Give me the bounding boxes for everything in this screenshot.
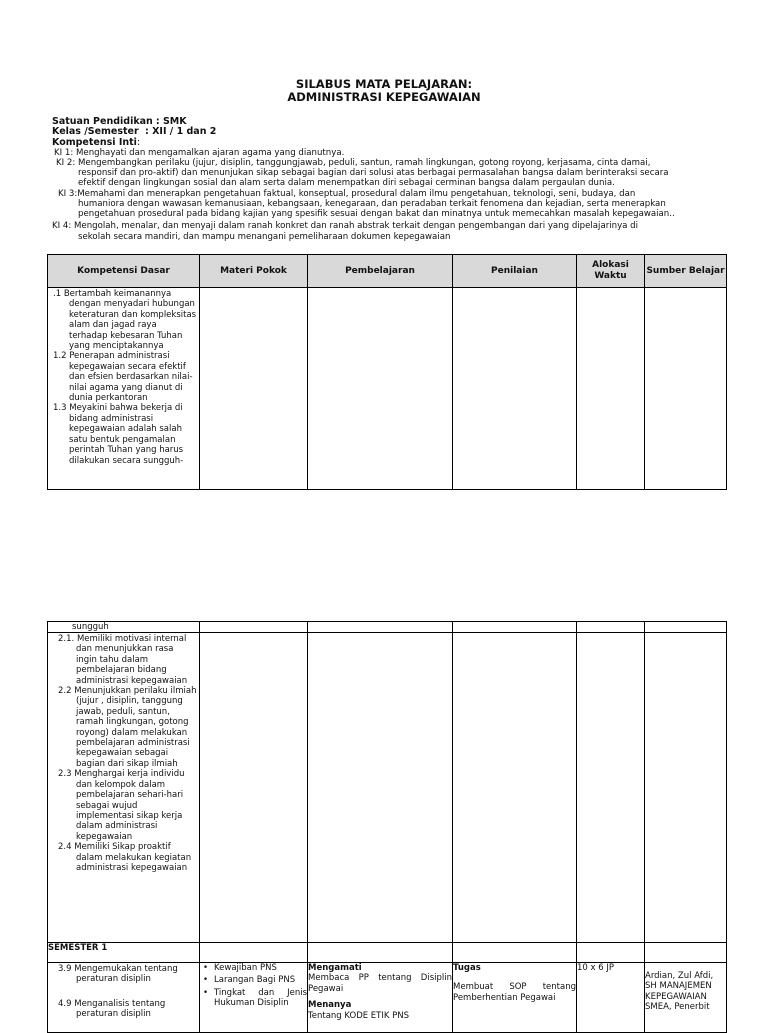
kd-item: 1.3 Meyakini bahwa bekerja di bidang administrasi kepegawaian adalah salah satu bentuk pengamalan perintah Tuhan yang harus dilakukan secara sungguh-	[53, 403, 184, 466]
syllabus-table-page2	[47, 621, 727, 1033]
pembelajaran-cell	[308, 288, 453, 490]
ki-label: Kompetensi Inti	[52, 137, 137, 148]
penilaian-cell	[453, 288, 577, 490]
ki-3	[58, 189, 716, 199]
table-row-continuation	[48, 622, 727, 633]
ki-3-line2: humaniora dengan wawasan kemanusiaan, kebangsaan, kenegaraan, dan peradaban terkait fenomena dan kejadian, serta menerapkan	[78, 199, 666, 209]
ki-2-id: KI 2:	[56, 158, 76, 168]
syllabus-table-page1	[47, 254, 727, 490]
pembelajaran-text-menanya: Tentang KODE ETIK PNS	[308, 1010, 410, 1021]
kompetensi-inti-heading	[52, 137, 140, 148]
kelas-label: Kelas /Semester	[52, 126, 139, 137]
ki-1-id: KI 1:	[54, 148, 74, 158]
materi-cell	[200, 963, 308, 1033]
penilaian-cell	[453, 963, 577, 1033]
pembelajaran-heading-menanya: Menanya	[308, 1000, 352, 1011]
kd-item: .1 Bertambah keimanannya dengan menyadari hubungan keteraturan dan kompleksitas alam dan jagad raya terhadap kebesaran Tuhan yang menciptakannya	[53, 289, 197, 352]
ki-3-id: KI 3:	[58, 189, 78, 199]
kd-item: 2.1. Memiliki motivasi internal dan menunjukkan rasa ingin tahu dalam pembelajaran bidang administrasi kepegawaian	[58, 634, 188, 686]
ki-2-line1: Mengembangkan perilaku (jujur, disiplin, tanggungjawab, peduli, santun, ramah lingkungan, gotong royong, kerjasama, cinta damai,	[78, 158, 651, 168]
table-row	[48, 963, 727, 1033]
kd-cell: sungguh	[48, 622, 200, 633]
pembelajaran-cell	[308, 633, 453, 943]
alokasi-cell: 10 x 6 JP	[577, 963, 645, 1033]
alokasi-cell	[577, 633, 645, 943]
satuan-label: Satuan Pendidikan	[52, 116, 153, 127]
sumber-cell	[645, 633, 727, 943]
col-header-alokasi-waktu: Alokasi Waktu	[577, 255, 645, 288]
document-page-2	[0, 612, 768, 1024]
ki-4-line2: sekolah secara mandiri, dan mampu menangani pemeliharaan dokumen kepegawaian	[78, 232, 451, 242]
kd-cell	[48, 633, 200, 943]
pembelajaran-text-mengamati: Membaca PP tentang Disiplin Pegawai	[308, 973, 452, 994]
satuan-value: : SMK	[155, 116, 187, 127]
sumber-cell: Ardian, Zul Afdi, SH MANAJEMEN KEPEGAWAIAN SMEA, Penerbit	[645, 963, 727, 1033]
col-header-penilaian: Penilaian	[453, 255, 577, 288]
ki-4	[52, 221, 716, 231]
kd-item: 2.2 Menunjukkan perilaku ilmiah (jujur , disiplin, tanggung jawab, peduli, santun, ramah lingkungan, gotong royong) dalam melakukan pembelajaran administrasi kepegawaian sebagai bagian dari sikap ilmiah	[58, 686, 197, 769]
pembelajaran-cell	[308, 963, 453, 1033]
kd-item: 2.4 Memiliki Sikap proaktif dalam melakukan kegiatan administrasi kepegawaian	[58, 842, 192, 873]
col-header-materi-pokok: Materi Pokok	[200, 255, 308, 288]
list-item: • Larangan Bagi PNS	[203, 975, 296, 986]
list-item: • Kewajiban PNS	[203, 963, 277, 973]
list-item: • Tingkat dan Jenis Hukuman Disiplin	[203, 987, 307, 1009]
materi-cell	[200, 288, 308, 490]
semester-row	[48, 943, 727, 963]
ki-4-id: KI 4:	[52, 221, 72, 231]
table-row	[48, 633, 727, 943]
materi-list	[200, 963, 307, 1009]
kelas-value: : XII / 1 dan 2	[145, 126, 217, 137]
ki-1-text: Menghayati dan mengamalkan ajaran agama yang dianutnya.	[76, 148, 345, 158]
penilaian-cell	[453, 633, 577, 943]
document-title-line2: ADMINISTRASI KEPEGAWAIAN	[287, 90, 481, 104]
ki-1	[54, 148, 714, 158]
kd-item: 2.3 Menghargai kerja individu dan kelompok dalam pembelajaran sehari-hari sebagai wujud implementasi sikap kerja dalam administrasi kepegawaian	[58, 769, 185, 842]
col-header-sumber-belajar: Sumber Belajar	[645, 255, 727, 288]
ki-colon: :	[136, 137, 141, 148]
semester-label: SEMESTER 1	[48, 943, 200, 963]
ki-2-line2: responsif dan pro-aktif) dan menunjukan sikap sebagai bagian dari solusi atas berbagai permasalahan bangsa dalam berinteraksi secara	[78, 168, 669, 178]
pembelajaran-heading-mengamati: Mengamati	[308, 963, 362, 973]
table-header-row	[48, 255, 727, 288]
document-title-line1: SILABUS MATA PELAJARAN:	[295, 77, 473, 91]
table-row	[48, 288, 727, 490]
kelas-semester	[52, 126, 216, 137]
col-header-pembelajaran: Pembelajaran	[308, 255, 453, 288]
materi-cell	[200, 633, 308, 943]
kd-item: 3.9 Mengemukakan tentang peraturan disiplin	[58, 964, 178, 985]
kd-cell	[48, 288, 200, 490]
penilaian-text: Membuat SOP tentang Pemberhentian Pegawai	[453, 982, 576, 1003]
col-header-kompetensi-dasar: Kompetensi Dasar	[48, 255, 200, 288]
kd-item: 1.2 Penerapan administrasi kepegawaian secara efektif dan efsien berdasarkan nilai-nilai agama yang dianut di dunia perkantoran	[53, 351, 193, 404]
ki-4-line1: Mengolah, menalar, dan menyaji dalam ranah konkret dan ranah abstrak terkait dengan pengembangan dari yang dipelajarinya di	[74, 221, 639, 231]
penilaian-heading: Tugas	[453, 963, 481, 973]
kd-item: 4.9 Menganalisis tentang peraturan disiplin	[58, 998, 166, 1020]
ki-2	[56, 158, 716, 168]
ki-3-line3: pengetahuan prosedural pada bidang kajian yang spesifik sesuai dengan bakat dan minatnya untuk memecahkan masalah kepegawaian..	[78, 209, 675, 219]
sumber-cell	[645, 288, 727, 490]
ki-3-line1: Memahami dan menerapkan pengetahuan faktual, konseptual, prosedural dalam ilmu pengetahuan, teknologi, seni, budaya, dan	[77, 189, 636, 199]
alokasi-cell	[577, 288, 645, 490]
kd-cell	[48, 963, 200, 1033]
ki-2-line3: efektif dengan lingkungan sosial dan alam serta dalam menempatkan diri sebagai cerminan bangsa dalam pergaulan dunia.	[78, 178, 615, 188]
